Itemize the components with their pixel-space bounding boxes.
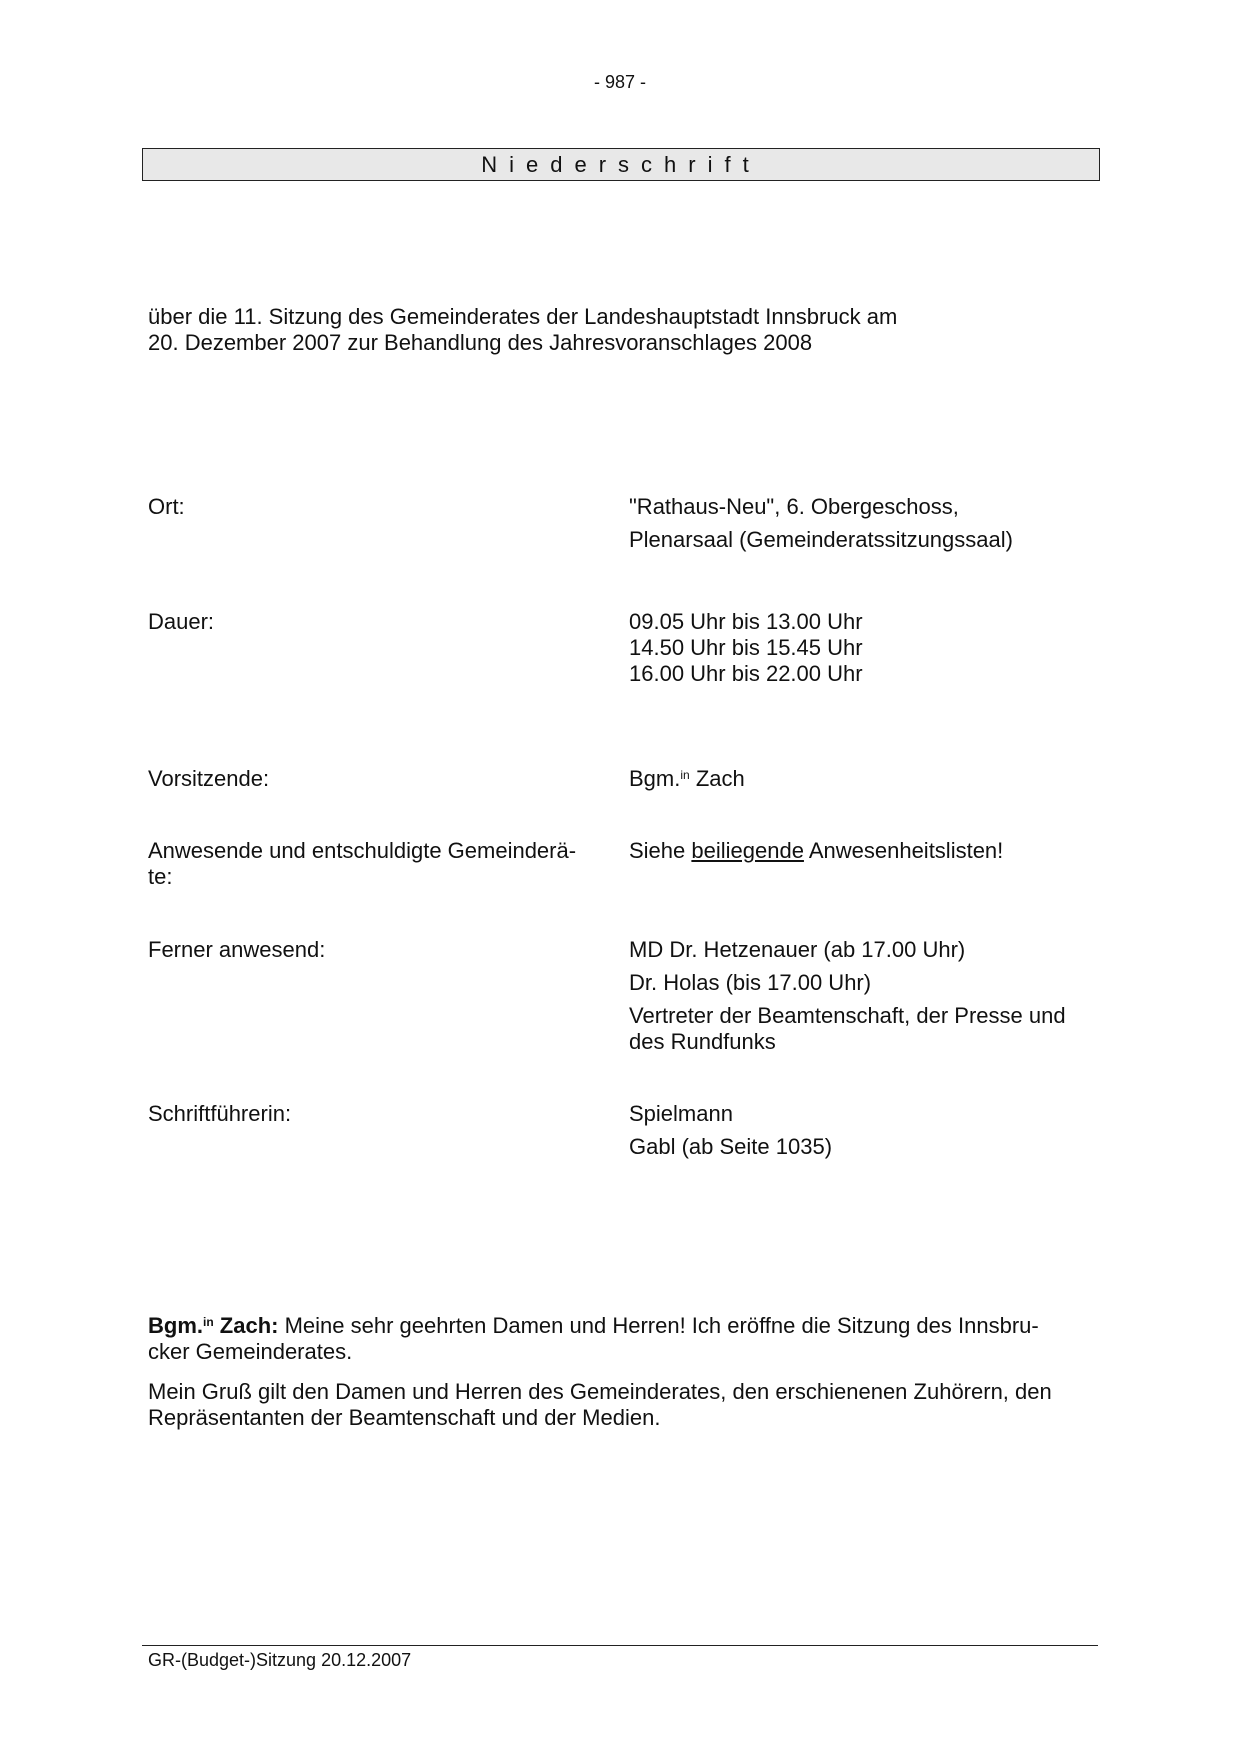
dauer-line: 16.00 Uhr bis 22.00 Uhr bbox=[629, 661, 863, 686]
person-name: Zach bbox=[689, 766, 745, 791]
dauer-line: 09.05 Uhr bis 13.00 Uhr bbox=[629, 609, 863, 634]
schrift-value bbox=[629, 1101, 832, 1160]
ort-line: "Rathaus-Neu", 6. Obergeschoss, bbox=[629, 494, 959, 519]
dauer-line: 14.50 Uhr bis 15.45 Uhr bbox=[629, 635, 863, 660]
speech-line: cker Gemeinderates. bbox=[148, 1339, 353, 1364]
speech-line: Repräsentanten der Beamtenschaft und der Medien. bbox=[148, 1405, 661, 1430]
speech-line: Mein Gruß gilt den Damen und Herren des Gemeinderates, den erschienenen Zuhörern, den bbox=[148, 1379, 1052, 1404]
vorsitz-label: Vorsitzende: bbox=[148, 766, 270, 791]
text-part: Anwesenheitslisten! bbox=[803, 838, 1004, 863]
label-line: te: bbox=[148, 864, 173, 889]
ferner-line: Dr. Holas (bis 17.00 Uhr) bbox=[629, 970, 872, 995]
speaker-name: Bgm.$^{in}$ Zach: bbox=[148, 1313, 279, 1338]
vorsitz-value bbox=[629, 766, 745, 792]
schrift-label: Schriftführerin: bbox=[148, 1101, 292, 1126]
schrift-line: Gabl (ab Seite 1035) bbox=[629, 1134, 833, 1159]
label-line: Anwesende und entschuldigte Gemeinderä- bbox=[148, 838, 577, 863]
schrift-line: Spielmann bbox=[629, 1101, 733, 1126]
ort-label: Ort: bbox=[148, 494, 185, 519]
page-number: - 987 - bbox=[593, 72, 647, 92]
speech-paragraph-2 bbox=[148, 1379, 1093, 1431]
ort-value bbox=[629, 494, 1013, 553]
text-part: Siehe bbox=[629, 838, 692, 863]
document-title: Niederschrift bbox=[142, 148, 1100, 181]
dauer-value bbox=[629, 609, 863, 687]
title-superscript: in bbox=[680, 768, 690, 782]
ort-line: Plenarsaal (Gemeinderatssitzungssaal) bbox=[629, 527, 1013, 552]
footer-divider bbox=[142, 1645, 1098, 1646]
ferner-line: Vertreter der Beamtenschaft, der Presse und bbox=[629, 1003, 1066, 1028]
speech-line: Meine sehr geehrten Damen und Herren! Ich eröffne die Sitzung des Innsbru- bbox=[278, 1313, 1039, 1338]
ferner-line: des Rundfunks bbox=[629, 1029, 776, 1054]
ferner-value bbox=[629, 937, 1066, 1055]
intro-text bbox=[148, 304, 897, 356]
dauer-label: Dauer: bbox=[148, 609, 215, 634]
intro-line: über die 11. Sitzung des Gemeinderates der Landeshauptstadt Innsbruck am bbox=[148, 304, 898, 329]
anwesende-value bbox=[629, 838, 1003, 864]
intro-line: 20. Dezember 2007 zur Behandlung des Jahresvoranschlages 2008 bbox=[148, 330, 813, 355]
footer-text: GR-(Budget-)Sitzung 20.12.2007 bbox=[148, 1650, 412, 1670]
underlined-word: beiliegende bbox=[691, 838, 804, 863]
ferner-label: Ferner anwesend: bbox=[148, 937, 326, 962]
speech-paragraph-1 bbox=[148, 1313, 1093, 1365]
anwesende-label bbox=[148, 838, 576, 890]
ferner-line: MD Dr. Hetzenauer (ab 17.00 Uhr) bbox=[629, 937, 966, 962]
title-abbrev: Bgm. bbox=[629, 766, 681, 791]
